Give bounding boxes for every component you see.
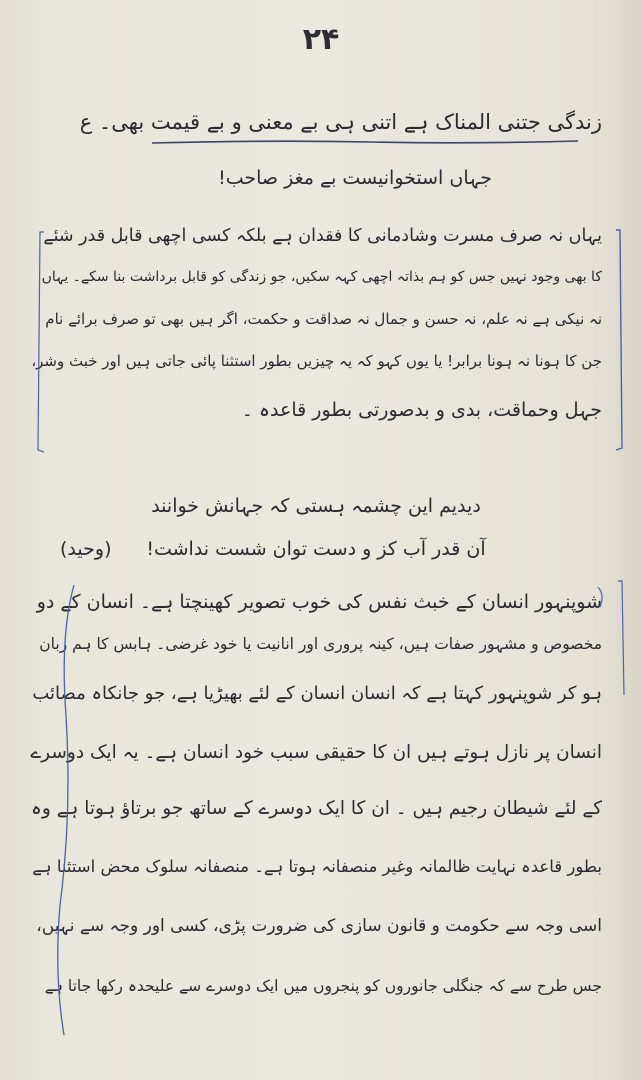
paragraph2-line-6: بطور قاعدہ نہایت ظالمانہ وغیر منصفانہ ہوتا ہے۔ منصفانہ سلوک محض استثنا ہے xyxy=(32,857,602,876)
paragraph2-line-1: شوپنہور انسان کے خبث نفس کی خوب تصویر کھینچتا ہے۔ انسان کے دو xyxy=(36,591,602,613)
paragraph2-line-3: ہو کر شوپنہور کہتا ہے کہ انسان انسان کے لئے بھیڑیا ہے، جو جانکاہ مصائب xyxy=(32,683,602,704)
paragraph1-line-3: نہ نیکی ہے نہ علم، نہ حسن و جمال نہ صداقت و حکمت، اگر ہیں بھی تو صرف برائے نام xyxy=(45,310,602,328)
verse-line-1: دیدیم این چشمہ ہستی کہ جہانش خوانند xyxy=(151,495,481,517)
page-subheading: جہاں استخوانیست بے مغز صاحب! xyxy=(218,167,492,189)
paragraph2-line-4: انسان پر نازل ہوتے ہیں ان کا حقیقی سبب خود انسان ہے۔ یہ ایک دوسرے xyxy=(30,742,602,763)
paragraph1-line-1: یہاں نہ صرف مسرت وشادمانی کا فقدان ہے بلکہ کسی اچھی قابل قدر شئے xyxy=(43,226,602,246)
paragraph1-line-5: جہل وحماقت، بدی و بدصورتی بطور قاعدہ ۔ xyxy=(241,399,602,421)
heading-underline xyxy=(150,138,580,146)
paragraph2-line-5: کے لئے شیطان رجیم ہیں ۔ ان کا ایک دوسرے کے ساتھ جو برتاؤ ہوتا ہے وہ xyxy=(31,798,602,819)
verse-attribution: (وحید) xyxy=(60,538,112,560)
page-heading: زندگی جتنی المناک ہے اتنی ہی بے معنی و بے قیمت بھی۔ ع xyxy=(79,110,602,134)
paragraph1-line-4: جن کا ہونا نہ ہونا برابر! یا یوں کہو کہ یہ چیزیں بطور استثنا پائی جاتی ہیں اور خبث وشر، xyxy=(31,352,602,370)
paragraph2-line-8: جس طرح سے کہ جنگلی جانوروں کو پنجروں میں ایک دوسرے سے علیحدہ رکھا جاتا ہے xyxy=(44,977,602,995)
paragraph2-line-2: مخصوص و مشہور صفات ہیں، کینہ پروری اور انانیت یا خود غرضی۔ ہابس کا ہم زبان xyxy=(39,635,602,653)
paragraph2-line-7: اسی وجہ سے حکومت و قانون سازی کی ضرورت پڑی، کسی اور وجہ سے نہیں، xyxy=(36,916,602,936)
verse-line-2: آن قدر آب کز و دست توان شست نداشت! xyxy=(146,538,486,560)
paragraph1-line-2: کا بھی وجود نہیں جس کو ہم بذاتہ اچھی کہہ سکیں، جو زندگی کو قابل برداشت بنا سکے۔ یہاں xyxy=(41,269,602,285)
page-number: ۲۴ xyxy=(302,22,340,57)
